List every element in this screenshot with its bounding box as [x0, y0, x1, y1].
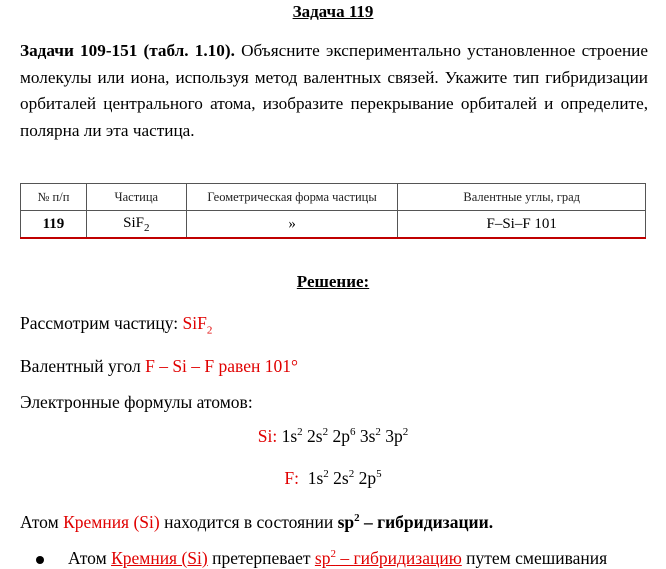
bullet-marker [36, 556, 44, 564]
header-angles: Валентные углы, град [398, 184, 646, 211]
hybridization-state-line: Атом Кремния (Si) находится в состоянии $sp^2$ – гибридизации. [20, 512, 494, 532]
cell-number: 119 [21, 211, 87, 239]
f-electron-formula: F: $1s^2$ $2s^2$ $2p^5$ [284, 468, 382, 488]
angle-line: Валентный угол F – Si – F равен 101° [20, 356, 298, 376]
task-text: Объясните экспериментально установленное строение молекулы или иона, используя метод валентных связей. Укажите тип гибридизации орбиталей центрального атома, изобразите перекрывание орбиталей и определите, полярна ли эта частица. [20, 41, 648, 140]
task-statement [20, 38, 648, 144]
problem-title: Задача 119 [292, 2, 374, 21]
table-row [21, 211, 646, 239]
header-particle: Частица [86, 184, 186, 211]
task-label: Задачи 109-151 (табл. 1.10). [20, 41, 235, 60]
electron-formulas-label: Электронные формулы атомов: [20, 392, 253, 412]
solution-heading: Решение: [296, 272, 370, 291]
table-header-row [21, 184, 646, 211]
consider-line: Рассмотрим частицу: SiF$_2$ [20, 313, 213, 337]
cell-shape: » [186, 211, 398, 239]
cell-particle: SiF$_2$ [86, 211, 186, 239]
header-shape: Геометрическая форма частицы [186, 184, 398, 211]
header-number: № п/п [21, 184, 87, 211]
si-electron-formula: Si: $1s^2$ $2s^2$ $2p^6$ $3s^2$ $3p^2$ [257, 426, 409, 446]
particle-table [20, 183, 646, 239]
bullet-line: Атом Кремния (Si) претерпевает $sp^2$ – гибридизацию путем смешивания [68, 548, 608, 568]
cell-angles: F–Si–F 101 [398, 211, 646, 239]
